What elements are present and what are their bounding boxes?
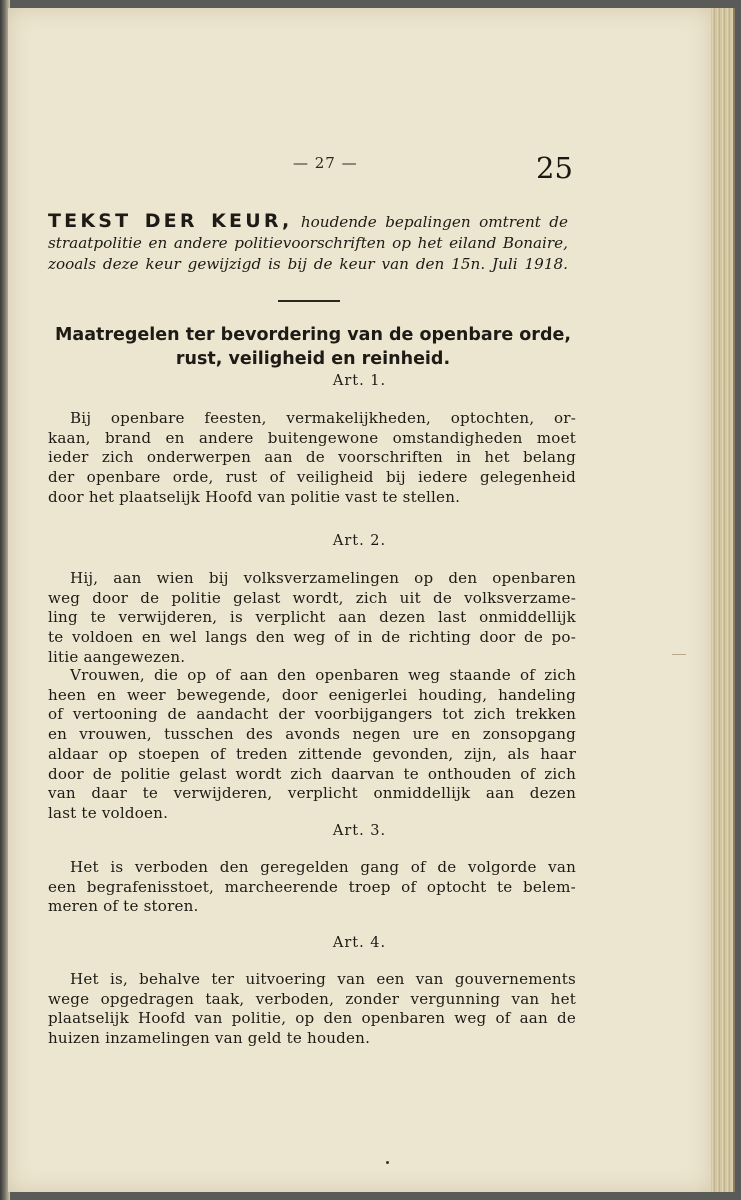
title-caps: TEKST DER KEUR, [48, 210, 293, 232]
title-divider [278, 300, 340, 302]
text-line: te voldoen en wel langs den weg of in de richting door de po- [48, 628, 576, 647]
article-label: Art. 4. [332, 935, 387, 951]
text-line: Vrouwen, die op of aan den openbaren weg staande of zich [70, 666, 576, 684]
text-line: last te voldoen. [48, 803, 169, 822]
section-heading [48, 323, 578, 371]
print-speck [386, 1161, 389, 1164]
text-line: door het plaatselijk Hoofd van politie vast te stellen. [48, 487, 461, 506]
text-line: der openbare orde, rust of veiligheid bij iedere gelegenheid [48, 468, 576, 487]
page-number: 25 [536, 151, 573, 185]
text-line: weg door de politie gelast wordt, zich uit de volksverzame- [48, 588, 576, 607]
article-paragraph [48, 970, 576, 1049]
text-line: plaatselijk Hoofd van politie, op den openbaren weg of aan de [48, 1009, 576, 1028]
book-page [8, 8, 711, 1192]
page-stack-edge [711, 8, 735, 1192]
margin-mark [672, 654, 686, 655]
article-paragraph [48, 858, 576, 917]
text-line: van daar te verwijderen, verplicht onmiddellijk aan dezen [48, 784, 576, 803]
article-paragraph [48, 666, 576, 824]
text-line: Het is, behalve ter uitvoering van een van gouvernements [70, 970, 576, 988]
text-line: kaan, brand en andere buitengewone omstandigheden moet [48, 428, 576, 447]
text-line: Hij, aan wien bij volksverzamelingen op den openbaren [70, 569, 576, 587]
heading-line1: Maatregelen ter bevordering van de openbare orde, [55, 325, 571, 345]
text-line: een begrafenisstoet, marcheerende troep of optocht te belem- [48, 877, 576, 896]
text-line: of vertooning de aandacht der voorbijgangers tot zich trekken [48, 705, 576, 724]
text-line: ling te verwijderen, is verplicht aan dezen last onmiddellijk [48, 608, 576, 627]
article-label: Art. 1. [332, 373, 387, 389]
folio-number: — 27 — [293, 154, 358, 172]
text-line: door de politie gelast wordt zich daarvan te onthouden of zich [48, 764, 576, 783]
text-line: en vrouwen, tusschen des avonds negen ure en zonsopgang [48, 725, 576, 744]
text-line: ieder zich onderwerpen aan de voorschriften in het belang [48, 448, 576, 467]
text-line: heen en weer bewegende, door eenigerlei houding, handeling [48, 685, 576, 704]
text-line: Bij openbare feesten, vermakelijkheden, optochten, or- [70, 409, 576, 427]
article-label: Art. 3. [332, 823, 387, 839]
title-line1: houdende bepalingen omtrent de [300, 213, 568, 231]
article-label: Art. 2. [332, 533, 387, 549]
text-line: Het is verboden den geregelden gang of de volgorde van [70, 858, 576, 876]
title-line2: straatpolitie en andere politievoorschriften op het eiland Bonaire, [48, 234, 568, 252]
text-line: meren of te storen. [48, 897, 199, 916]
heading-line2: rust, veiligheid en reinheid. [175, 349, 451, 369]
article-paragraph [48, 569, 576, 668]
article-paragraph [48, 409, 576, 508]
title-line3: zooals deze keur gewijzigd is bij de keur van den 15n. Juli 1918. [48, 255, 568, 273]
text-line: huizen inzamelingen van geld te houden. [48, 1029, 371, 1048]
text-line: aldaar op stoepen of treden zittende gevonden, zijn, als haar [48, 744, 576, 763]
text-line: wege opgedragen taak, verboden, zonder vergunning van het [48, 989, 576, 1008]
text-line: litie aangewezen. [48, 647, 186, 666]
document-title [48, 211, 568, 275]
